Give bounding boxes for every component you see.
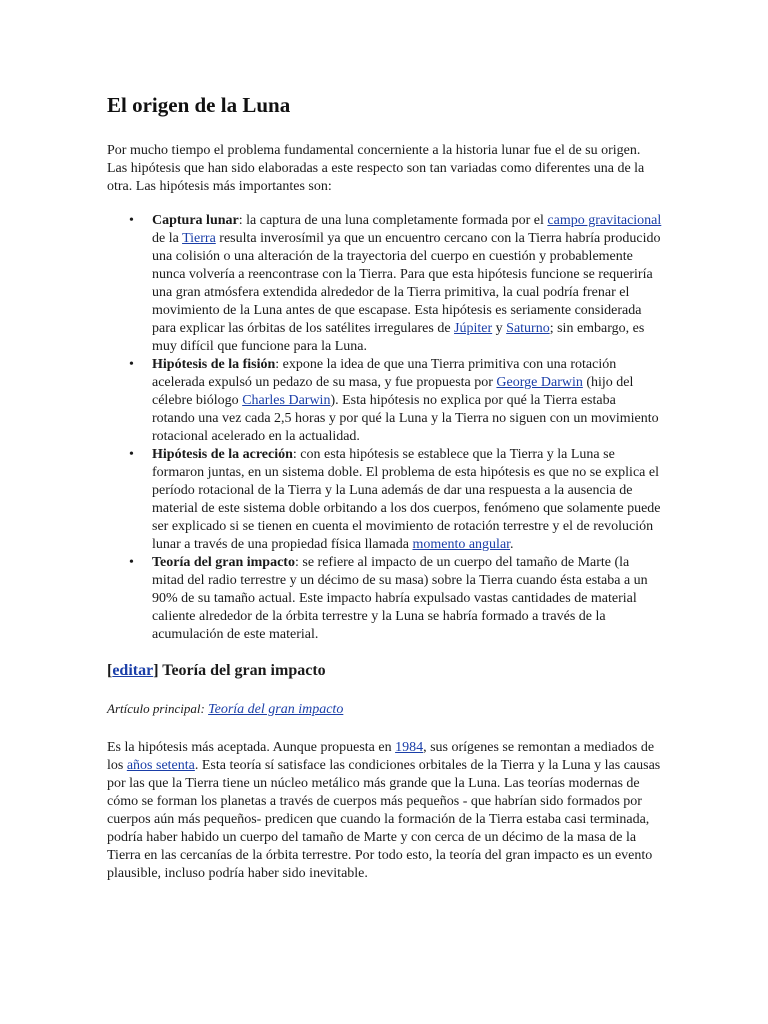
text-run: , sus orígenes se remontan a mediados de los (107, 740, 655, 773)
section-heading (107, 660, 662, 682)
text-run: Es la hipótesis más aceptada. Aunque propuesta en (107, 740, 396, 755)
link-charles-darwin[interactable]: Charles Darwin (242, 393, 331, 408)
bullet-icon: • (129, 213, 134, 228)
text-run: de la (152, 231, 183, 246)
article (107, 92, 662, 883)
list-item-acrecion (107, 446, 662, 554)
link-momento-angular[interactable]: momento angular (412, 537, 511, 552)
link-george-darwin[interactable]: George Darwin (496, 375, 583, 390)
list-item-gran-impacto (107, 554, 662, 644)
text-run: : con esta hipótesis se establece que la Tierra y la Luna se formaron juntas, en un sistema doble. El problema de esta hipótesis es que no se explica el período rotacional de la Tierra y la Luna además de dar una respuesta a la ausencia de material de este sistema doble orbitando a los dos cuerpos, fenómeno que solamente puede ser explicado si se tienen en cuenta el movimiento de rotación terrestre y el de revolución lunar a través de una propiedad física llamada (152, 447, 661, 552)
text-run: ). Esta hipótesis no explica por qué la Tierra estaba rotando una vez cada 2,5 horas y por qué la Luna y la Tierra no siguen con un movimiento rotacional acelerado en la actualidad. (152, 393, 659, 444)
bullet-icon: • (129, 447, 134, 462)
bullet-icon: • (129, 357, 134, 372)
section-title: Teoría del gran impacto (158, 662, 326, 679)
term-label: Hipótesis de la fisión (152, 357, 276, 372)
bracket: [ (107, 662, 113, 679)
bracket: ] (153, 662, 159, 679)
link-1984[interactable]: 1984 (395, 740, 424, 755)
hypotheses-list (107, 212, 662, 644)
main-article-note (107, 700, 662, 719)
term-label: Hipótesis de la acreción (152, 447, 293, 462)
term-label: Captura lunar (152, 213, 239, 228)
intro-paragraph: Por mucho tiempo el problema fundamental concerniente a la historia lunar fue el de su origen. Las hipótesis que han sido elaboradas a este respecto son tan variadas como diferentes una de la otra. Las hipótesis más importantes son: (107, 143, 645, 194)
list-item-fision (107, 356, 662, 446)
text-run: . (510, 537, 514, 552)
link-saturno[interactable]: Saturno (506, 321, 550, 336)
text-run: ; sin embargo, es muy difícil que funcione para la Luna. (152, 321, 645, 354)
text-run: resulta inverosímil ya que un encuentro cercano con la Tierra habría producido una colisión o una alteración de la trayectoria del cuerpo en cuestión y probablemente nunca volvería a reencontrase con la Tierra. Para que esta hipótesis funcione se requeriría una gran atmósfera extendida alrededor de la Tierra primitiva, la cual podría frenar el movimiento de la Luna antes de que escapase. Esta hipótesis es seriamente considerada para explicar las órbitas de los satélites irregulares de (152, 231, 661, 336)
link-anos-setenta[interactable]: años setenta (126, 758, 195, 773)
main-article-label: Artículo principal: (107, 701, 209, 716)
link-tierra[interactable]: Tierra (182, 231, 216, 246)
page-title: El origen de la Luna (107, 93, 291, 117)
link-jupiter[interactable]: Júpiter (454, 321, 493, 336)
text-run: : la captura de una luna completamente formada por el (238, 213, 548, 228)
text-run: : expone la idea de que una Tierra primitiva con una rotación acelerada expulsó un pedazo de su masa, y fue propuesta por (152, 357, 617, 390)
main-article-link[interactable]: Teoría del gran impacto (208, 702, 344, 717)
list-item-captura (107, 212, 662, 356)
text-run: : se refiere al impacto de un cuerpo del tamaño de Marte (la mitad del radio terrestre y un décimo de su masa) sobre la Tierra cuando ésta estaba a un 90% de su tamaño actual. Este impacto habría expulsado vastas cantidades de material caliente alrededor de la órbita terrestre y la Luna se habría formado a través de la acumulación de este material. (152, 555, 648, 642)
section-paragraph (107, 739, 662, 883)
bullet-icon: • (129, 555, 134, 570)
edit-link[interactable]: editar (112, 662, 154, 679)
link-campo-gravitacional[interactable]: campo gravitacional (547, 213, 662, 228)
text-run: y (492, 321, 507, 336)
text-run: (hijo del célebre biólogo (152, 375, 634, 408)
text-run: . Esta teoría sí satisface las condiciones orbitales de la Tierra y la Luna y las causas por las que la Tierra tiene un núcleo metálico más grande que la Luna. Las teorías modernas de cómo se forman los planetas a través de cuerpos más pequeños - que habrían sido formados por cuerpos aún más pequeños- predicen que cuando la formación de la Tierra estaba casi terminada, podría haber habido un cuerpo del tamaño de Marte y con cerca de un décimo de la masa de la Tierra en las cercanías de la órbita terrestre. Por todo esto, la teoría del gran impacto es un evento plausible, incluso podría haber sido inevitable. (107, 758, 661, 881)
term-label: Teoría del gran impacto (152, 555, 295, 570)
